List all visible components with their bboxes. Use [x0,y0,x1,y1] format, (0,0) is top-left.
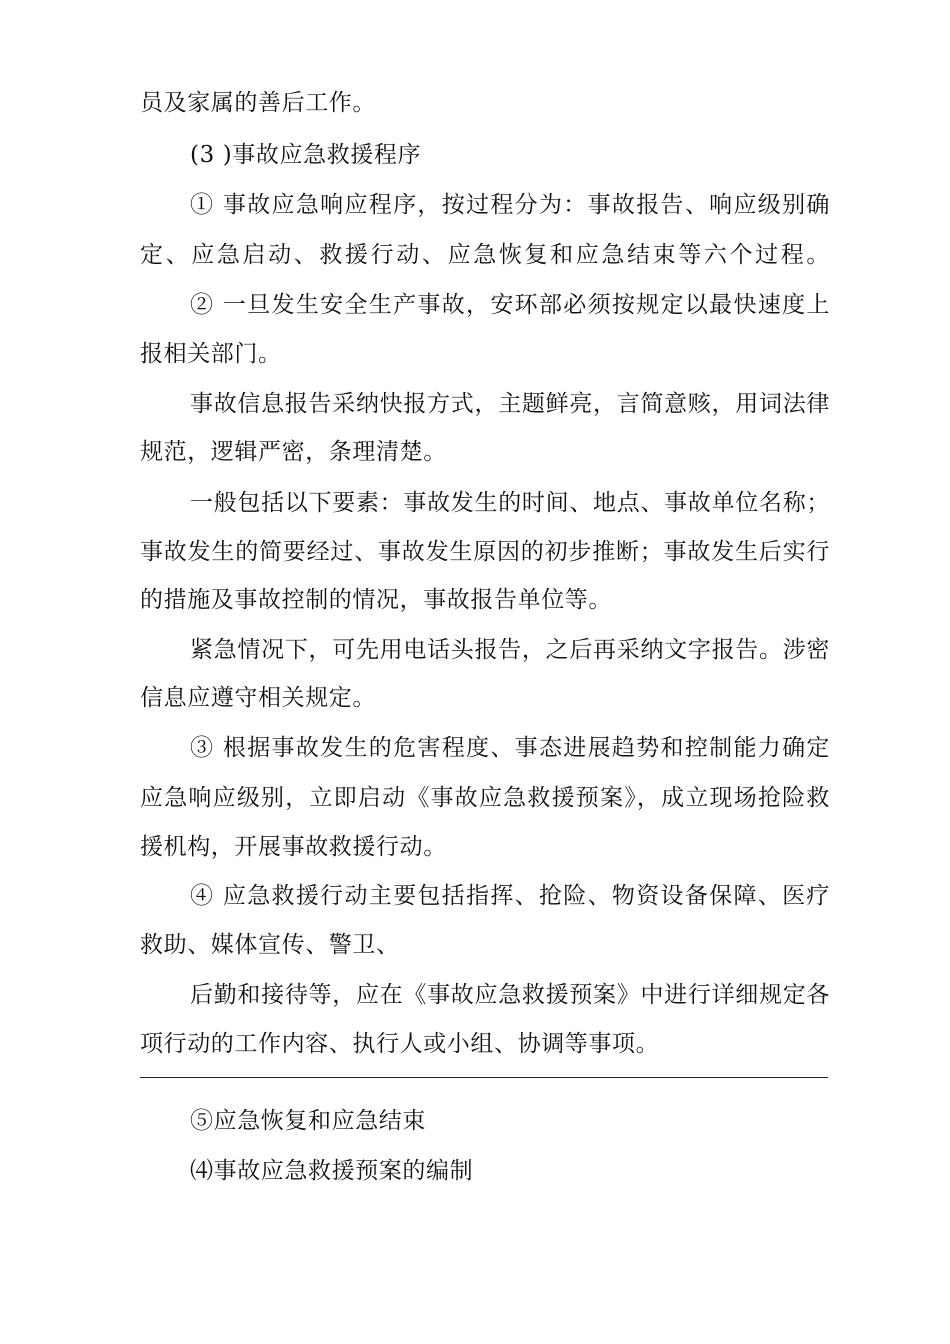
text-line: 事故信息报告采纳快报方式，主题鲜亮，言简意赅，用词法律 [190,391,830,417]
text-line: 的措施及事故控制的情况，事故报告单位等。 [140,587,612,613]
text-line: 后勤和接待等，应在《事故应急救援预案》中进行详细规定各 [190,982,830,1008]
page-divider [140,1077,828,1078]
text-line: 项行动的工作内容、执行人或小组、协调等事项。 [140,1031,660,1057]
text-line: 援机构，开展事故救援行动。 [140,834,447,860]
text-line: ⑤应急恢复和应急结束 [190,1108,426,1134]
section-heading: ⑷事故应急救援预案的编制 [190,1158,474,1184]
text-line: 一般包括以下要素：事故发生的时间、地点、事故单位名称； [190,490,830,516]
text-line: ② 一旦发生安全生产事故，安环部必须按规定以最快速度上 [190,292,830,318]
text-line: 紧急情况下，可先用电话头报告，之后再采纳文字报告。涉密 [190,637,830,663]
text-line: 应急响应级别，立即启动《事故应急救援预案》，成立现场抢险救 [140,785,830,811]
text-line: 员及家属的善后工作。 [140,90,376,116]
text-line: ③ 根据事故发生的危害程度、事态进展趋势和控制能力确定 [190,735,830,761]
text-line: ④ 应急救援行动主要包括指挥、抢险、物资设备保障、医疗 [190,883,830,909]
text-line: ① 事故应急响应程序，按过程分为：事故报告、响应级别确 [190,192,830,218]
text-line: 事故发生的简要经过、事故发生原因的初步推断；事故发生后实行 [140,539,830,565]
text-line: 定、应急启动、救援行动、应急恢复和应急结束等六个过程。 [140,242,830,268]
text-line: 信息应遵守相关规定。 [140,685,376,711]
text-line: 救助、媒体宣传、警卫、 [140,932,400,958]
text-line: 规范，逻辑严密，条理清楚。 [140,439,447,465]
section-heading: (3 )事故应急救援程序 [190,142,422,168]
text-line: 报相关部门。 [140,341,282,367]
